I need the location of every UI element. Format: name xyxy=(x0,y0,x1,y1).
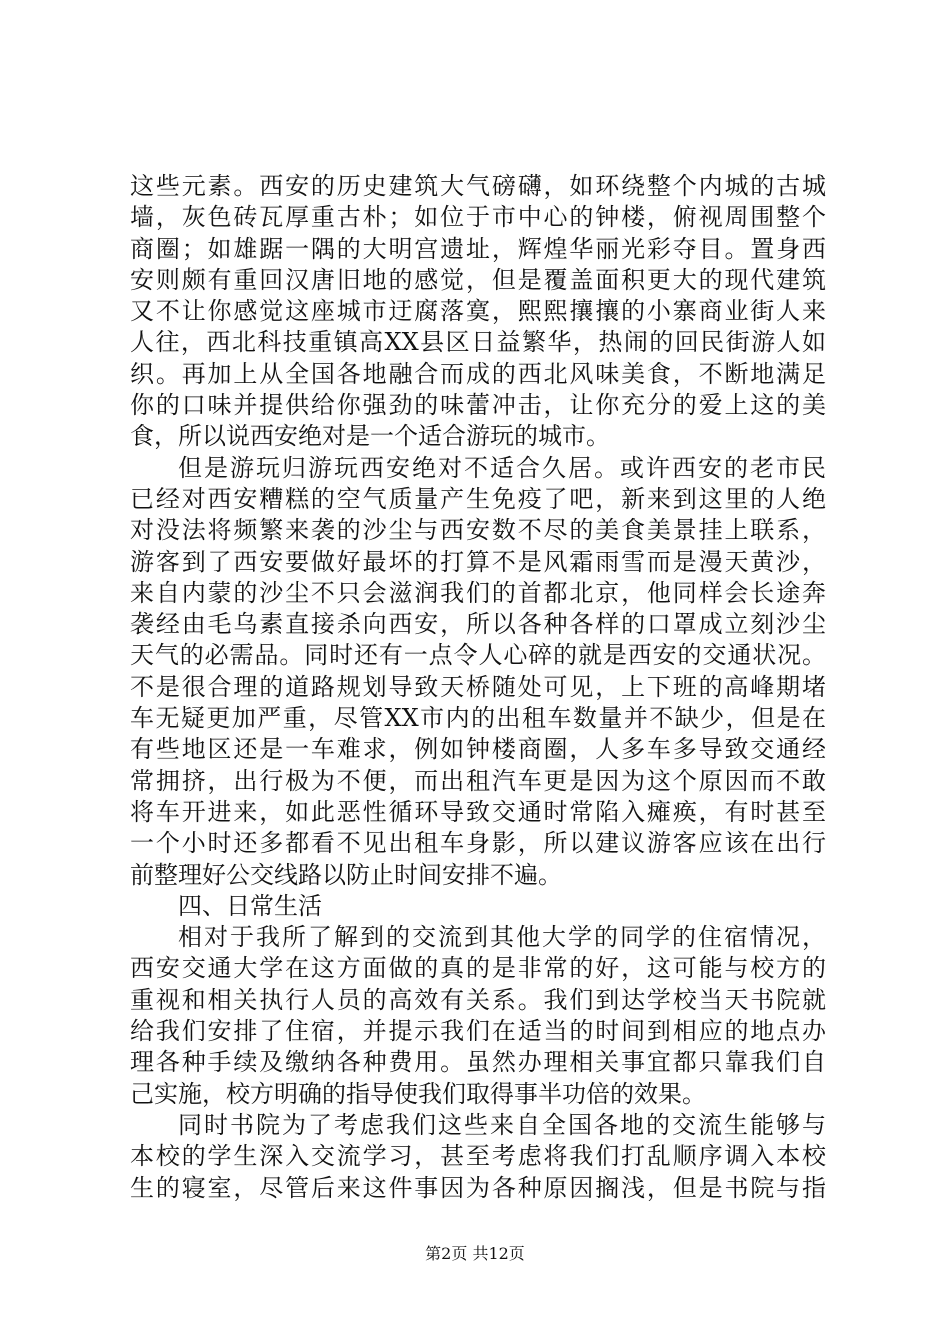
text-line: 你的口味并提供给你强劲的味蕾冲击，让你充分的爱上这的美 xyxy=(130,391,826,420)
page-number-footer: 第2页 共12页 xyxy=(425,1244,525,1263)
section-heading: 四、日常生活 xyxy=(178,891,322,920)
text-line: 理各种手续及缴纳各种费用。虽然办理相关事宜都只靠我们自 xyxy=(130,1048,826,1077)
text-line: 墙，灰色砖瓦厚重古朴；如位于市中心的钟楼，俯视周围整个 xyxy=(130,203,826,232)
text-line: 车无疑更加严重，尽管XX市内的出租车数量并不缺少，但是在 xyxy=(130,704,826,733)
text-line: 将车开进来，如此恶性循环导致交通时常陷入瘫痪，有时甚至 xyxy=(130,797,826,826)
text-line: 袭经由毛乌素直接杀向西安，所以各种各样的口罩成立刻沙尘 xyxy=(130,610,826,639)
text-line: 食，所以说西安绝对是一个适合游玩的城市。 xyxy=(130,422,610,451)
text-line: 重视和相关执行人员的高效有关系。我们到达学校当天书院就 xyxy=(130,985,826,1014)
text-line: 西安交通大学在这方面做的真的是非常的好，这可能与校方的 xyxy=(130,954,826,983)
paragraph-first-line: 但是游玩归游玩西安绝对不适合久居。或许西安的老市民 xyxy=(178,453,826,482)
text-line: 天气的必需品。同时还有一点令人心碎的就是西安的交通状况。 xyxy=(130,641,826,670)
text-line: 对没法将频繁来袭的沙尘与西安数不尽的美食美景挂上联系， xyxy=(130,516,826,545)
text-line: 安则颇有重回汉唐旧地的感觉，但是覆盖面积更大的现代建筑 xyxy=(130,265,826,294)
text-line: 生的寝室，尽管后来这件事因为各种原因搁浅，但是书院与指 xyxy=(130,1173,826,1202)
text-line: 商圈；如雄踞一隅的大明宫遗址，辉煌华丽光彩夺目。置身西 xyxy=(130,234,826,263)
text-line: 游客到了西安要做好最坏的打算不是风霜雨雪而是漫天黄沙， xyxy=(130,547,826,576)
text-line: 给我们安排了住宿，并提示我们在适当的时间到相应的地点办 xyxy=(130,1017,826,1046)
text-line: 本校的学生深入交流学习，甚至考虑将我们打乱顺序调入本校 xyxy=(130,1142,826,1171)
text-line: 不是很合理的道路规划导致天桥随处可见，上下班的高峰期堵 xyxy=(130,672,826,701)
text-line: 常拥挤，出行极为不便，而出租汽车更是因为这个原因而不敢 xyxy=(130,766,826,795)
text-line: 一个小时还多都看不见出租车身影，所以建议游客应该在出行 xyxy=(130,829,826,858)
text-line: 又不让你感觉这座城市迂腐落寞，熙熙攘攘的小寨商业街人来 xyxy=(130,297,826,326)
text-line: 有些地区还是一车难求，例如钟楼商圈，人多车多导致交通经 xyxy=(130,735,826,764)
text-line: 织。再加上从全国各地融合而成的西北风味美食，不断地满足 xyxy=(130,359,826,388)
document-body xyxy=(130,171,826,1204)
text-line: 人往，西北科技重镇高XX县区日益繁华，热闹的回民街游人如 xyxy=(130,328,826,357)
text-line: 这些元素。西安的历史建筑大气磅礴，如环绕整个内城的古城 xyxy=(130,172,826,200)
paragraph-first-line: 相对于我所了解到的交流到其他大学的同学的住宿情况， xyxy=(178,923,826,952)
text-line: 己实施，校方明确的指导使我们取得事半功倍的效果。 xyxy=(130,1079,706,1108)
paragraph-first-line: 同时书院为了考虑我们这些来自全国各地的交流生能够与 xyxy=(178,1110,826,1139)
text-line: 前整理好公交线路以防止时间安排不遍。 xyxy=(130,860,562,889)
text-line: 来自内蒙的沙尘不只会滋润我们的首都北京，他同样会长途奔 xyxy=(130,578,826,607)
text-line: 已经对西安糟糕的空气质量产生免疫了吧，新来到这里的人绝 xyxy=(130,484,826,513)
